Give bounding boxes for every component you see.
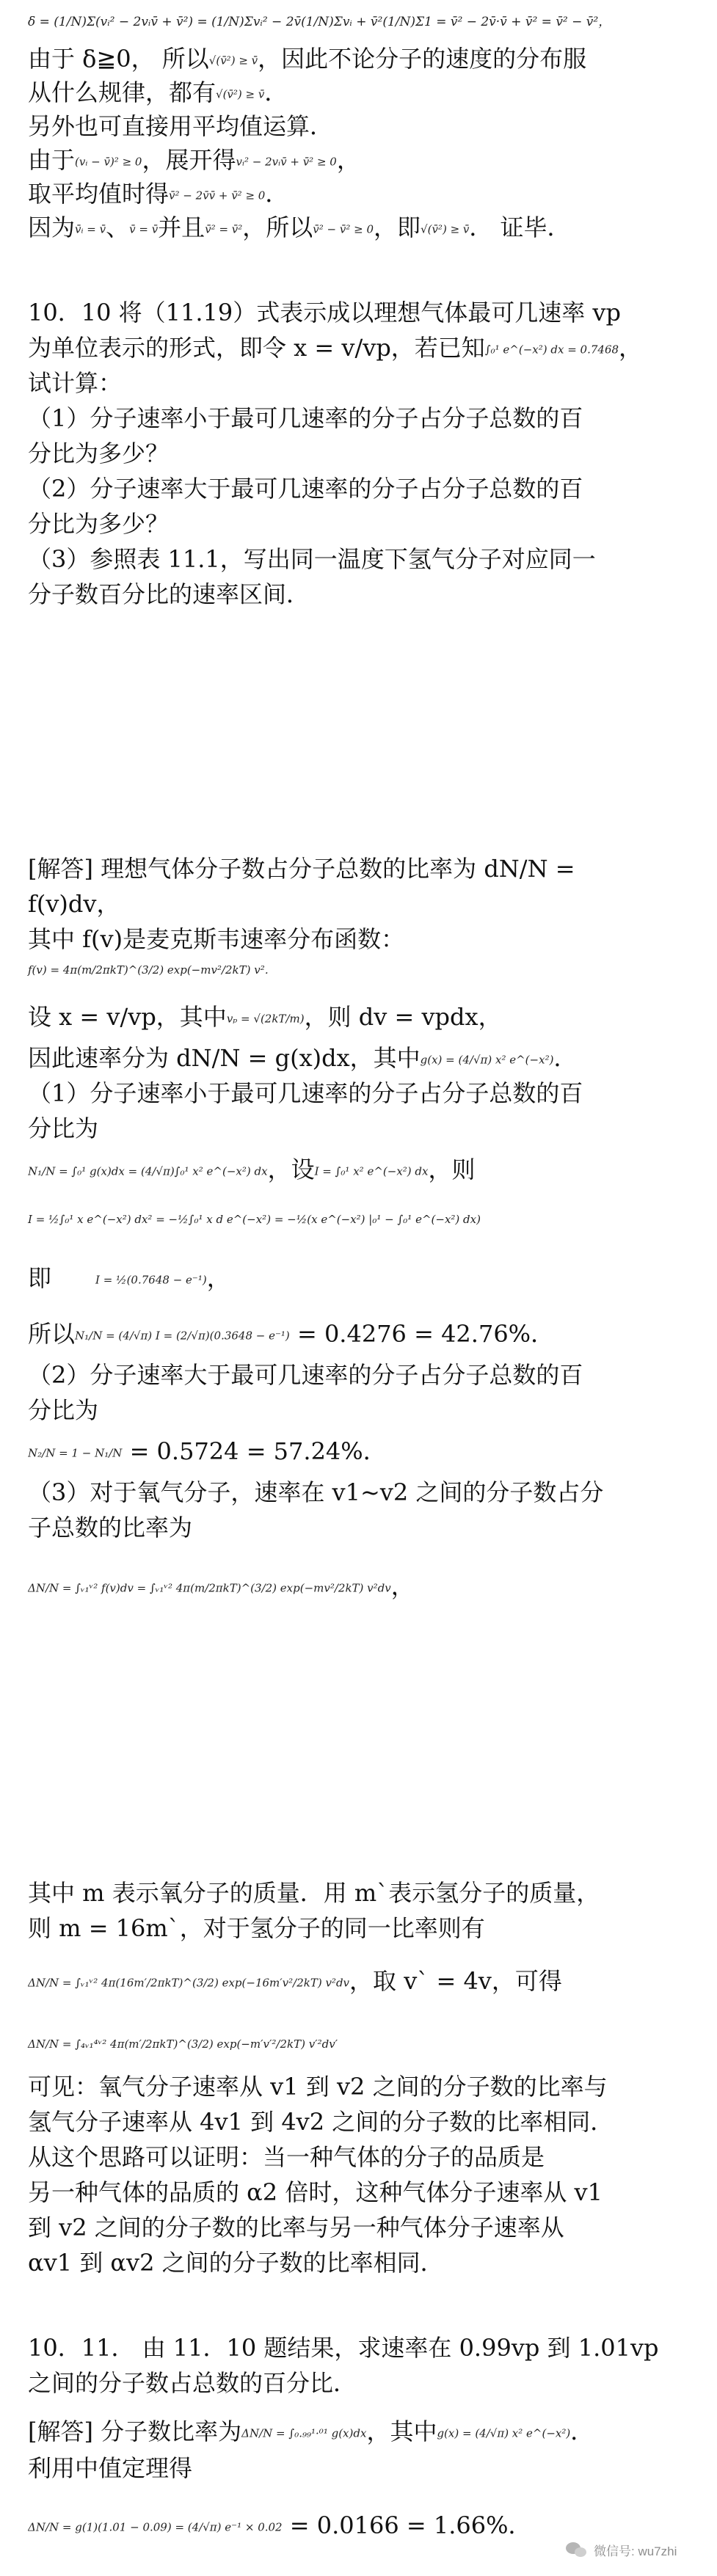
text-line: 可见：氧气分子速率从 v1 到 v2 之间的分子数的比率与 bbox=[28, 2073, 608, 2101]
text-line: 利用中值定理得 bbox=[28, 2454, 193, 2482]
text-line: 即 I = ½(0.7648 − e⁻¹)， bbox=[28, 1264, 230, 1292]
text-line: 由于 δ≧0， 所以√(v̄²) ≥ v̄，因此不论分子的速度的分布服 bbox=[28, 45, 587, 73]
text-line: N₂/N = 1 − N₁/N = 0.5724 = 57.24%． bbox=[28, 1437, 387, 1465]
inline-math: v̄² = v̄² bbox=[205, 222, 243, 236]
maxwell-distribution-equation: f(v) = 4π(m/2πkT)^(3/2) exp(−mv²/2kT) v²． bbox=[28, 963, 276, 977]
inline-math: v̄ᵢ = v̄ bbox=[75, 222, 106, 236]
text-line: （1）分子速率小于最可几速率的分子占分子总数的百 bbox=[28, 404, 583, 432]
inline-math: √(v̄²) ≥ v̄ bbox=[216, 87, 265, 101]
text-line: （1）分子速率小于最可几速率的分子占分子总数的百 bbox=[28, 1079, 583, 1107]
text-line: 其中 m 表示氧分子的质量．用 m`表示氢分子的质量， bbox=[28, 1879, 600, 1907]
text-line: 其中 f(v)是麦克斯韦速率分布函数： bbox=[28, 925, 405, 953]
answer-heading: [解答] 理想气体分子数占分子总数的比率为 dN/N = bbox=[28, 855, 575, 883]
text-line: 因为v̄ᵢ = v̄、v̄ = v̄并且v̄² = v̄²，所以v̄² − v̄² ≥ 0，即√(v̄²) ≥ v̄． 证毕． bbox=[28, 214, 571, 241]
text-line: ΔN/N = ∫ᵥ₁ᵛ² 4π(16m′/2πkT)^(3/2) exp(−16m′v²/2kT) v²dv，取 v` = 4v，可得 bbox=[28, 1967, 562, 1995]
wechat-icon bbox=[566, 2541, 588, 2558]
text-line: 从这个思路可以证明：当一种气体的分子的品质是 bbox=[28, 2143, 545, 2171]
text-line: 从什么规律，都有√(v̄²) ≥ v̄． bbox=[28, 79, 288, 106]
text-line: [解答] 分子数比率为ΔN/N = ∫₀.₉₉¹·⁰¹ g(x)dx，其中g(x) = (4/√π) x² e^(−x²)． bbox=[28, 2418, 594, 2445]
text-line: 因此速率分为 dN/N = g(x)dx，其中g(x) = (4/√π) x² e^(−x²)． bbox=[28, 1044, 578, 1072]
text-line: 另外也可直接用平均值运算． bbox=[28, 112, 334, 140]
text-line: 为单位表示的形式，即令 x = v/vp，若已知∫₀¹ e^(−x²) dx = 0.7468， bbox=[28, 334, 643, 362]
inline-math: v̄² − v̄² ≥ 0 bbox=[313, 222, 374, 236]
inline-math: N₁/N = ∫₀¹ g(x)dx = (4/√π)∫₀¹ x² e^(−x²) dx bbox=[28, 1164, 268, 1178]
text-line: f(v)dv， bbox=[28, 890, 120, 918]
inline-math: g(x) = (4/√π) x² e^(−x²) bbox=[437, 2426, 571, 2440]
inline-math: N₂/N = 1 − N₁/N bbox=[28, 1446, 123, 1460]
text-line: ΔN/N = ∫ᵥ₁ᵛ² f(v)dv = ∫ᵥ₁ᵛ² 4π(m/2πkT)^(3/2) exp(−mv²/2kT) v²dv， bbox=[28, 1572, 415, 1600]
text-line: 到 v2 之间的分子数的比率与另一种气体分子速率从 bbox=[28, 2214, 564, 2241]
inline-math: v̄ = v̄ bbox=[129, 222, 159, 236]
text-line: 取平均值时得v̄² − 2v̄v̄ + v̄² ≥ 0． bbox=[28, 180, 289, 208]
inline-math: ΔN/N = ∫₀.₉₉¹·⁰¹ g(x)dx bbox=[241, 2426, 367, 2440]
wechat-watermark: 微信号: wu7zhi bbox=[566, 2535, 691, 2564]
text-line: 子总数的比率为 bbox=[28, 1514, 193, 1541]
inline-math: ΔN/N = ∫ᵥ₁ᵛ² f(v)dv = ∫ᵥ₁ᵛ² 4π(m/2πkT)^(3/2) exp(−mv²/2kT) v²dv bbox=[28, 1581, 391, 1595]
inline-math: √(v̄²) ≥ v̄ bbox=[421, 222, 470, 236]
text-line: （2）分子速率大于最可几速率的分子占分子总数的百 bbox=[28, 1361, 583, 1389]
inline-math: v̄² − 2v̄v̄ + v̄² ≥ 0 bbox=[169, 189, 266, 202]
problem-10-11-heading: 10．11． 由 11．10 题结果，求速率在 0.99vp 到 1.01vp bbox=[28, 2334, 659, 2362]
text-line: 氢气分子速率从 4v1 到 4v2 之间的分子数的比率相同． bbox=[28, 2108, 614, 2136]
text-line: 之间的分子数占总数的百分比． bbox=[28, 2369, 357, 2397]
text-line: 另一种气体的品质的 α2 倍时，这种气体分子速率从 v1 bbox=[28, 2178, 603, 2206]
inline-math: g(x) = (4/√π) x² e^(−x²) bbox=[420, 1053, 554, 1067]
inline-math: ΔN/N = g(1)(1.01 − 0.09) = (4/√π) e⁻¹ × 0.02 bbox=[28, 2520, 283, 2534]
text-line: （3）参照表 11.1，写出同一温度下氢气分子对应同一 bbox=[28, 545, 596, 573]
text-line: 试计算： bbox=[28, 369, 123, 397]
text-line: （3）对于氧气分子，速率在 v1~v2 之间的分子数占分 bbox=[28, 1478, 604, 1506]
text-line: ΔN/N = g(1)(1.01 − 0.09) = (4/√π) e⁻¹ × 0.02 = 0.0166 = 1.66%． bbox=[28, 2511, 532, 2539]
integral-I-equation: I = ½∫₀¹ x e^(−x²) dx² = −½∫₀¹ x d e^(−x²) = −½(x e^(−x²) |₀¹ − ∫₀¹ e^(−x²) dx) bbox=[28, 1213, 481, 1226]
inline-math: N₁/N = (4/√π) I = (2/√π)(0.3648 − e⁻¹) bbox=[75, 1329, 290, 1343]
text-line: 分比为多少？ bbox=[28, 439, 170, 467]
problem-10-10-heading: 10．10 将（11.19）式表示成以理想气体最可几速率 vp bbox=[28, 299, 621, 326]
inline-math: I = ∫₀¹ x² e^(−x²) dx bbox=[314, 1164, 429, 1178]
text-line: αv1 到 αv2 之间的分子数的比率相同． bbox=[28, 2249, 444, 2277]
inline-math: I = ½(0.7648 − e⁻¹) bbox=[95, 1273, 207, 1287]
text-line: 分比为多少？ bbox=[28, 510, 170, 538]
text-line: 分比为 bbox=[28, 1114, 99, 1142]
inline-math: vᵢ² − 2vᵢv̄ + v̄² ≥ 0 bbox=[236, 155, 337, 169]
inline-math: ∫₀¹ e^(−x²) dx = 0.7468 bbox=[484, 343, 619, 357]
inline-math: vₚ = √(2kT/m) bbox=[226, 1012, 305, 1026]
text-line: N₁/N = ∫₀¹ g(x)dx = (4/√π)∫₀¹ x² e^(−x²) dx，设I = ∫₀¹ x² e^(−x²) dx，则 bbox=[28, 1156, 476, 1183]
delta-equation: δ = (1/N)Σ(vᵢ² − 2vᵢv̄ + v̄²) = (1/N)Σvᵢ² − 2v̄(1/N)Σvᵢ + v̄²(1/N)Σ1 = v̄² − 2v̄·v̄ + v̄² = v̄² − v̄²， bbox=[28, 15, 611, 29]
text-line: 分子数百分比的速率区间． bbox=[28, 580, 310, 608]
text-line: （2）分子速率大于最可几速率的分子占分子总数的百 bbox=[28, 475, 583, 503]
inline-math: ΔN/N = ∫ᵥ₁ᵛ² 4π(16m′/2πkT)^(3/2) exp(−16m′v²/2kT) v²dv bbox=[28, 1976, 350, 1990]
text-line: 由于(vᵢ − v̄)² ≥ 0，展开得vᵢ² − 2vᵢv̄ + v̄² ≥ 0， bbox=[28, 146, 360, 174]
text-line: 分比为 bbox=[28, 1396, 99, 1424]
text-line: 设 x = v/vp，其中vₚ = √(2kT/m)，则 dv = vpdx， bbox=[28, 1003, 502, 1031]
hydrogen-ratio-equation: ΔN/N = ∫₄ᵥ₁⁴ᵛ² 4π(m′/2πkT)^(3/2) exp(−m′v′²/2kT) v′²dv′ bbox=[28, 2037, 338, 2051]
inline-math: √(v̄²) ≥ v̄ bbox=[208, 54, 258, 67]
text-line: 则 m = 16m`，对于氢分子的同一比率则有 bbox=[28, 1914, 485, 1942]
inline-math: (vᵢ − v̄)² ≥ 0 bbox=[75, 155, 142, 169]
text-line: 所以N₁/N = (4/√π) I = (2/√π)(0.3648 − e⁻¹) = 0.4276 = 42.76%． bbox=[28, 1320, 555, 1348]
